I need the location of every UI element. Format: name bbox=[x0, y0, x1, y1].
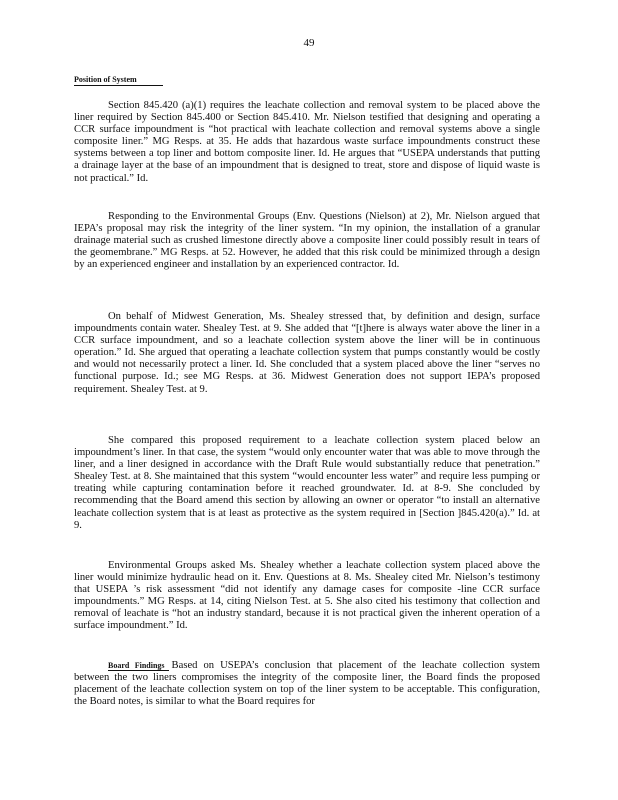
paragraph-4 bbox=[74, 435, 540, 532]
board-findings-paragraph bbox=[74, 660, 540, 708]
paragraph-5-text: Environmental Groups asked Ms. Shealey whether a leachate collection system placed above the liner would minimize hydraulic head on it. Env. Questions at 8. Ms. Shealey cited Mr. Nielson’s testimony that USEPA ’s risk assessment “did not identify any damage cases for composite -line CCR surface impoundments.” MG Resps. at 14, citing Nielson Test. at 5. She also cited his testimony that collection and removal of leachate is “hot an industry standard, because it is not practical given the inherent operation of a surface impoundment.” Id. bbox=[74, 560, 540, 632]
board-findings-heading: Board Findings bbox=[108, 661, 169, 671]
paragraph-2 bbox=[74, 211, 540, 271]
paragraph-1 bbox=[74, 100, 540, 185]
section-heading: Position of System bbox=[74, 75, 163, 86]
paragraph-2-text: Responding to the Environmental Groups (Env. Questions (Nielson) at 2), Mr. Nielson argued that IEPA’s proposal may risk the integrity of the liner system. “In my opinion, the installation of a granular drainage material such as crushed limestone directly above a composite liner could possibly result in tears of the geomembrane.” MG Resps. at 52. However, he added that this risk could be minimized through a design by an experienced engineer and installation by an experienced contractor. Id. bbox=[74, 211, 540, 271]
paragraph-5 bbox=[74, 560, 540, 633]
page-number: 49 bbox=[303, 37, 315, 49]
paragraph-1-text: Section 845.420 (a)(1) requires the leachate collection and removal system to be placed above the liner required by Section 845.400 or Section 845.410. Mr. Nielson testified that designing and operating a CCR surface impoundment is “hot practical with leachate collection and removal systems above a single composite liner.” MG Resps. at 35. He adds that hazardous waste surface impoundments construct these systems between a top liner and bottom composite liner. Id. He argues that “USEPA understands that putting a drainage layer at the base of an impoundment that is designed to treat, store and dispose of liquid waste is not practical.” Id. bbox=[74, 100, 540, 184]
paragraph-3-text: On behalf of Midwest Generation, Ms. Shealey stressed that, by definition and design, surface impoundments contain water. Shealey Test. at 9. She added that “[t]here is always water above the liner in a CCR surface impoundment, and so a leachate collection system above the liner will be in continuous operation.” Id. She argued that operating a leachate collection system that pumps constantly would be costly and would not necessarily protect a liner. Id. She concluded that a system placed above the liner “serves no functional purpose. Id.; see MG Resps. at 36. Midwest Generation does not support IEPA’s proposed requirement. Shealey Test. at 9. bbox=[74, 311, 540, 395]
board-findings-text: Based on USEPA’s conclusion that placement of the leachate collection system between the two liners compromises the integrity of the composite liner, the Board finds the proposed placement of the leachate collection system on top of the liner system to be acceptable. This configuration, the Board notes, is similar to what the Board requires for bbox=[74, 660, 540, 708]
paragraph-3 bbox=[74, 311, 540, 396]
paragraph-4-text: She compared this proposed requirement to a leachate collection system placed below an impoundment’s liner. In that case, the system “would only encounter water that was able to move through the liner, and a liner designed in accordance with the Draft Rule would substantially reduce that penetration.” Shealey Test. at 8. She maintained that this system “would encounter less water” and require less pumping or treating while capturing contamination before it reached groundwater. Id. at 8-9. She concluded by recommending that the Board amend this section by allowing an owner or operator “to install an alternative leachate collection system that is at least as protective as the system required in [Section ]845.420(a).” Id. at 9. bbox=[74, 435, 540, 531]
